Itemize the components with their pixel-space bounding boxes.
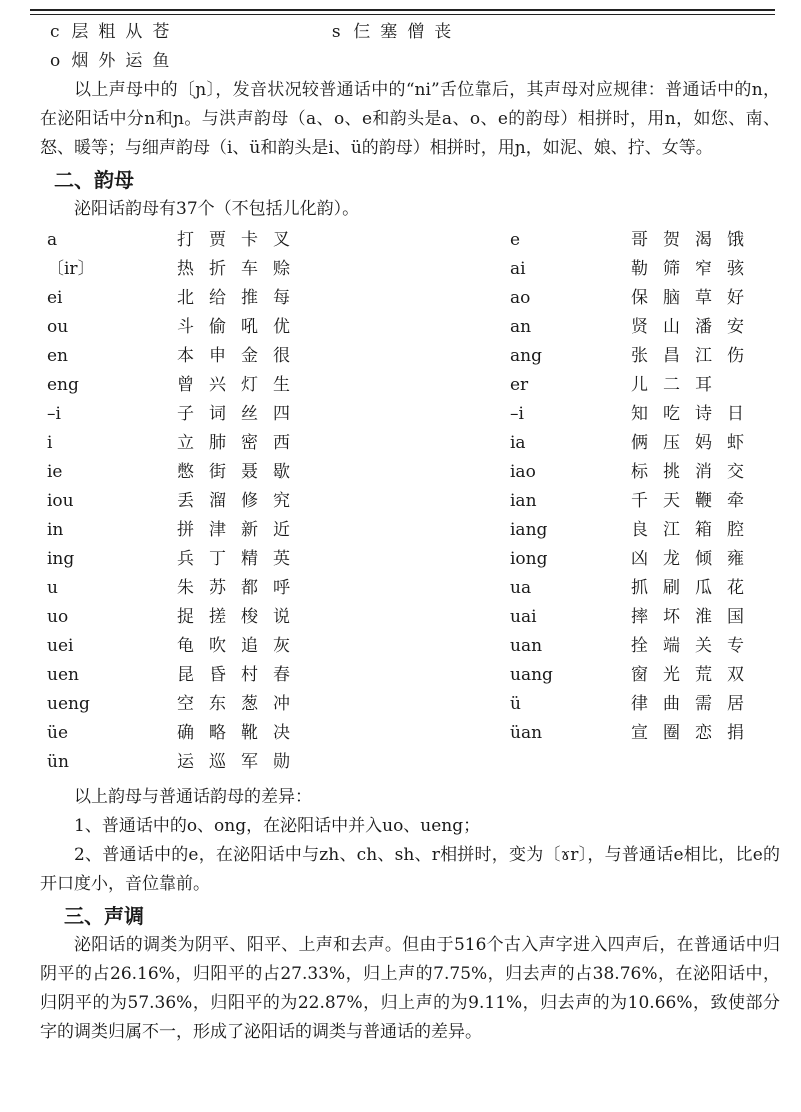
final-example-chars: 抓刷瓜花 [631, 578, 759, 598]
final-pinyin: e [510, 230, 521, 250]
final-example-chars: 哥贺渴饿 [631, 230, 759, 250]
final-example-chars: 千天鞭牵 [631, 491, 759, 511]
final-example-chars: 打贾卡叉 [177, 230, 305, 250]
final-pinyin: uan [510, 636, 543, 656]
finals-row [47, 661, 759, 690]
final-pinyin: uen [47, 665, 79, 685]
finals-row [47, 371, 759, 400]
final-example-chars: 确略靴决 [177, 723, 305, 743]
final-pinyin: ing [47, 549, 75, 569]
final-pinyin: ün [47, 752, 69, 772]
final-example-chars: 立肺密西 [177, 433, 305, 453]
intro-paragraph: 以上声母中的〔ɲ〕，发音状况较普通话中的“ni”舌位靠后，其声母对应规律：普通话中的n，在泌阳话中分n和ɲ。与洪声韵母（a、o、e和韵头是a、o、e的韵母）相拼时，用n，如您、南、怒、暖等；与细声韵母（i、ü和韵头是i、ü的韵母）相拼时，用ɲ，如泥、娘、拧、女等。 [40, 80, 780, 158]
final-example-chars: 本申金很 [177, 346, 305, 366]
finals-summary: 泌阳话韵母有37个（不包括儿化韵）。 [74, 199, 360, 219]
final-example-chars: 子词丝四 [177, 404, 305, 424]
finals-row [47, 545, 759, 574]
final-example-chars: 运巡军勋 [177, 752, 305, 772]
final-example-chars: 丢溜修究 [177, 491, 305, 511]
finals-row [47, 313, 759, 342]
final-pinyin: en [47, 346, 69, 366]
final-pinyin: uei [47, 636, 74, 656]
final-pinyin: uo [47, 607, 69, 627]
final-pinyin: i [47, 433, 53, 453]
finals-table [47, 226, 759, 777]
final-example-chars: 窗光荒双 [631, 665, 759, 685]
final-example-chars: 张昌江伤 [631, 346, 759, 366]
final-example-chars: 摔坏淮国 [631, 607, 759, 627]
final-pinyin: an [510, 317, 532, 337]
final-pinyin: ao [510, 288, 531, 308]
final-pinyin: ü [510, 694, 521, 714]
final-example-chars: 斗偷吼优 [177, 317, 305, 337]
tones-paragraph: 泌阳话的调类为阴平、阳平、上声和去声。但由于516个古入声字进入四声后，在普通话中归阴平的占26.16%，归阳平的占27.33%，归上声的7.75%，归去声的占38.76%，在泌阳话中，归阴平的为57.36%，归阳平的为22.87%，归上声的为9.11%，归去声的为10.66%，致使部分字的调类归属不一，形成了泌阳话的调类与普通话的差异。 [40, 935, 780, 1042]
final-example-chars: 保脑草好 [631, 288, 759, 308]
final-example-chars: 贤山潘安 [631, 317, 759, 337]
final-pinyin: er [510, 375, 529, 395]
finals-diff-item-1: 1、普通话中的o、ong，在泌阳话中并入uo、ueng； [74, 816, 481, 836]
final-pinyin: ai [510, 259, 526, 279]
finals-row [47, 487, 759, 516]
final-pinyin: ia [510, 433, 526, 453]
finals-diff-item-2: 2、普通话中的e，在泌阳话中与zh、ch、sh、r相拼时，变为〔ɤr〕，与普通话e相比，比e的开口度小，音位靠前。 [40, 845, 780, 894]
finals-row [47, 603, 759, 632]
consonant-example-chars: 仨塞僧丧 [353, 22, 462, 42]
final-example-chars: 拼津新近 [177, 520, 305, 540]
finals-row [47, 342, 759, 371]
final-example-chars: 北给推每 [177, 288, 305, 308]
section-heading-finals: 二、韵母 [54, 168, 134, 192]
final-pinyin: uai [510, 607, 537, 627]
final-example-chars: 标挑消交 [631, 462, 759, 482]
header-rule-thick [30, 9, 775, 11]
final-pinyin: –i [510, 404, 524, 424]
final-example-chars: 俩压妈虾 [631, 433, 759, 453]
consonant-label: o [50, 51, 61, 71]
final-example-chars: 凶龙倾雍 [631, 549, 759, 569]
final-pinyin [510, 748, 631, 777]
final-pinyin: uang [510, 665, 553, 685]
finals-row [47, 632, 759, 661]
consonant-row [40, 18, 780, 47]
finals-row [47, 748, 759, 777]
finals-row [47, 255, 759, 284]
final-pinyin: u [47, 578, 58, 598]
finals-row [47, 429, 759, 458]
final-pinyin: iao [510, 462, 536, 482]
final-example-chars: 律曲需居 [631, 694, 759, 714]
final-example-chars: 拴端关专 [631, 636, 759, 656]
final-example-chars: 儿二耳 [631, 375, 727, 395]
final-example-chars [631, 748, 759, 777]
final-pinyin: ian [510, 491, 537, 511]
final-pinyin: ua [510, 578, 532, 598]
final-example-chars: 良江箱腔 [631, 520, 759, 540]
final-pinyin: a [47, 230, 58, 250]
finals-row [47, 516, 759, 545]
final-pinyin: üan [510, 723, 543, 743]
final-example-chars: 空东葱冲 [177, 694, 305, 714]
final-pinyin: eng [47, 375, 79, 395]
final-pinyin: ie [47, 462, 63, 482]
final-pinyin: ang [510, 346, 542, 366]
consonant-example-chars: 层粗从苍 [71, 22, 180, 42]
consonant-label: c [50, 22, 60, 42]
final-example-chars: 憋街聂歇 [177, 462, 305, 482]
final-pinyin: iong [510, 549, 548, 569]
final-example-chars: 龟吹追灰 [177, 636, 305, 656]
consonant-example-chars: 烟外运鱼 [71, 51, 180, 71]
consonant-row [40, 47, 780, 76]
finals-row [47, 574, 759, 603]
final-pinyin: –i [47, 404, 61, 424]
final-pinyin: 〔ir〕 [47, 259, 95, 279]
finals-row [47, 719, 759, 748]
final-pinyin: ueng [47, 694, 90, 714]
final-example-chars: 捉搓梭说 [177, 607, 305, 627]
finals-row [47, 690, 759, 719]
final-example-chars: 热折车赊 [177, 259, 305, 279]
finals-row [47, 458, 759, 487]
finals-row [47, 400, 759, 429]
final-example-chars: 曾兴灯生 [177, 375, 305, 395]
document-page [40, 18, 780, 1047]
finals-row [47, 226, 759, 255]
final-pinyin: in [47, 520, 64, 540]
finals-row [47, 284, 759, 313]
final-pinyin: üe [47, 723, 69, 743]
final-pinyin: iang [510, 520, 548, 540]
final-example-chars: 兵丁精英 [177, 549, 305, 569]
final-pinyin: ei [47, 288, 63, 308]
final-example-chars: 朱苏都呼 [177, 578, 305, 598]
final-pinyin: ou [47, 317, 69, 337]
finals-diff-intro: 以上韵母与普通话韵母的差异： [74, 787, 312, 807]
header-rule-thin [30, 14, 775, 15]
final-pinyin: iou [47, 491, 74, 511]
final-example-chars: 知吃诗日 [631, 404, 759, 424]
final-example-chars: 宣圈恋捐 [631, 723, 759, 743]
section-heading-tones: 三、声调 [64, 904, 144, 928]
consonant-label: s [331, 22, 341, 42]
final-example-chars: 勒筛窄骇 [631, 259, 759, 279]
final-example-chars: 昆昏村春 [177, 665, 305, 685]
